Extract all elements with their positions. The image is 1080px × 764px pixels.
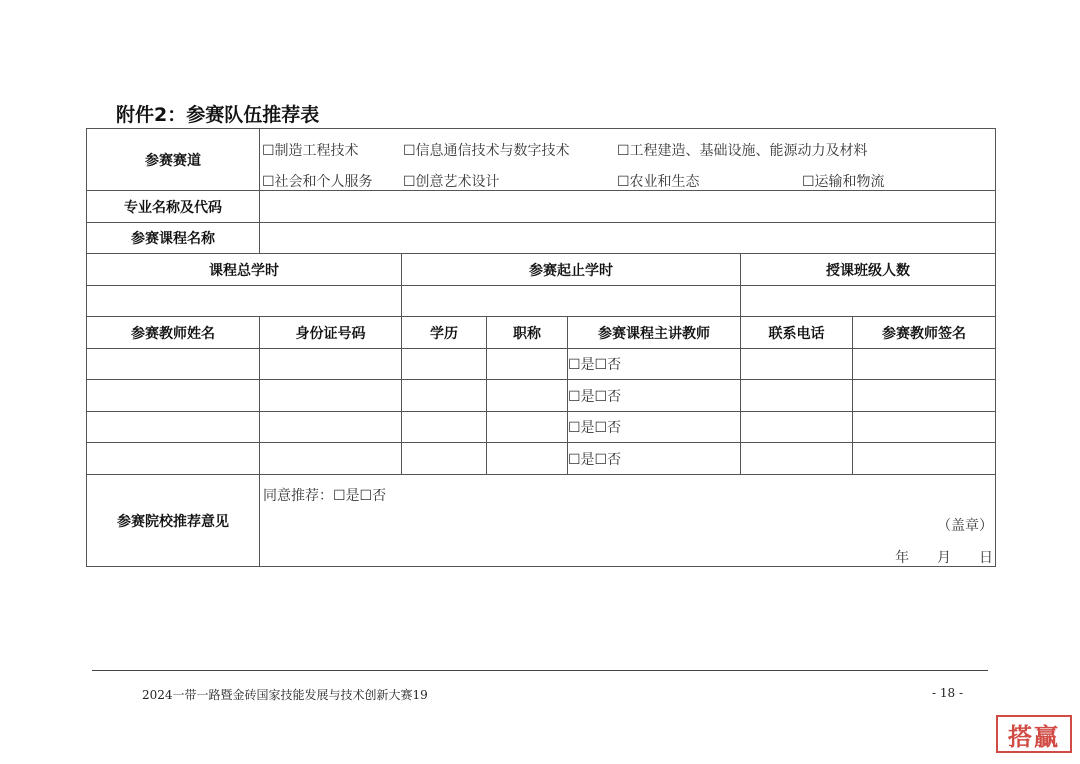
lead-teacher-checkbox[interactable]: ☐是☐否 xyxy=(568,380,741,412)
teacher-name-field[interactable] xyxy=(87,380,260,412)
date-text: 年 月 日 xyxy=(895,550,994,566)
track-options-cell xyxy=(260,129,996,191)
education-field[interactable] xyxy=(402,349,487,380)
title-field[interactable] xyxy=(487,349,568,380)
class-size-field[interactable] xyxy=(741,286,996,317)
table-row xyxy=(87,380,996,412)
recommendation-form-table xyxy=(86,128,996,567)
education-field[interactable] xyxy=(402,380,487,412)
id-number-field[interactable] xyxy=(260,380,402,412)
header-professional-title: 职称 xyxy=(487,317,568,349)
track-option-agriculture[interactable]: ☐农业和生态 xyxy=(617,174,700,190)
agree-checkbox[interactable]: 同意推荐：☐是☐否 xyxy=(263,488,387,504)
title-field[interactable] xyxy=(487,412,568,443)
phone-field[interactable] xyxy=(741,380,853,412)
page-title: 附件2：参赛队伍推荐表 xyxy=(116,104,320,126)
phone-field[interactable] xyxy=(741,412,853,443)
lead-teacher-checkbox[interactable]: ☐是☐否 xyxy=(568,443,741,475)
education-field[interactable] xyxy=(402,443,487,475)
footer-divider xyxy=(92,670,988,671)
education-field[interactable] xyxy=(402,412,487,443)
class-size-label: 授课班级人数 xyxy=(741,254,996,286)
header-education: 学历 xyxy=(402,317,487,349)
seal-text: （盖章） xyxy=(937,518,994,534)
teacher-name-field[interactable] xyxy=(87,349,260,380)
lead-teacher-checkbox[interactable]: ☐是☐否 xyxy=(568,412,741,443)
watermark-text: 搭贏 xyxy=(1008,721,1060,751)
track-label: 参赛赛道 xyxy=(87,129,260,191)
major-field[interactable] xyxy=(260,191,996,223)
phone-field[interactable] xyxy=(741,443,853,475)
signature-field[interactable] xyxy=(853,412,996,443)
signature-field[interactable] xyxy=(853,349,996,380)
id-number-field[interactable] xyxy=(260,443,402,475)
recommendation-label: 参赛院校推荐意见 xyxy=(87,475,260,567)
table-row xyxy=(87,412,996,443)
teacher-name-field[interactable] xyxy=(87,443,260,475)
watermark-logo xyxy=(996,715,1072,753)
teacher-name-field[interactable] xyxy=(87,412,260,443)
track-option-ict[interactable]: ☐信息通信技术与数字技术 xyxy=(403,143,570,159)
header-teacher-name: 参赛教师姓名 xyxy=(87,317,260,349)
signature-field[interactable] xyxy=(853,443,996,475)
title-field[interactable] xyxy=(487,443,568,475)
track-option-transport[interactable]: ☐运输和物流 xyxy=(802,174,885,190)
title-field[interactable] xyxy=(487,380,568,412)
footer-text: 2024一带一路暨金砖国家技能发展与技术创新大赛19 xyxy=(142,688,428,702)
header-id-number: 身份证号码 xyxy=(260,317,402,349)
recommendation-cell xyxy=(260,475,996,567)
total-hours-field[interactable] xyxy=(87,286,402,317)
table-row xyxy=(87,443,996,475)
table-row xyxy=(87,349,996,380)
total-hours-label: 课程总学时 xyxy=(87,254,402,286)
course-name-field[interactable] xyxy=(260,223,996,254)
course-name-label: 参赛课程名称 xyxy=(87,223,260,254)
header-signature: 参赛教师签名 xyxy=(853,317,996,349)
signature-field[interactable] xyxy=(853,380,996,412)
header-phone: 联系电话 xyxy=(741,317,853,349)
id-number-field[interactable] xyxy=(260,412,402,443)
track-option-construction[interactable]: ☐工程建造、基础设施、能源动力及材料 xyxy=(617,143,868,159)
competition-hours-field[interactable] xyxy=(402,286,741,317)
header-lead-teacher: 参赛课程主讲教师 xyxy=(568,317,741,349)
id-number-field[interactable] xyxy=(260,349,402,380)
track-option-creative-arts[interactable]: ☐创意艺术设计 xyxy=(403,174,500,190)
competition-hours-label: 参赛起止学时 xyxy=(402,254,741,286)
track-option-social-service[interactable]: ☐社会和个人服务 xyxy=(262,174,373,190)
major-label: 专业名称及代码 xyxy=(87,191,260,223)
page-number: - 18 - xyxy=(932,686,964,700)
lead-teacher-checkbox[interactable]: ☐是☐否 xyxy=(568,349,741,380)
phone-field[interactable] xyxy=(741,349,853,380)
track-option-manufacturing[interactable]: ☐制造工程技术 xyxy=(262,143,359,159)
